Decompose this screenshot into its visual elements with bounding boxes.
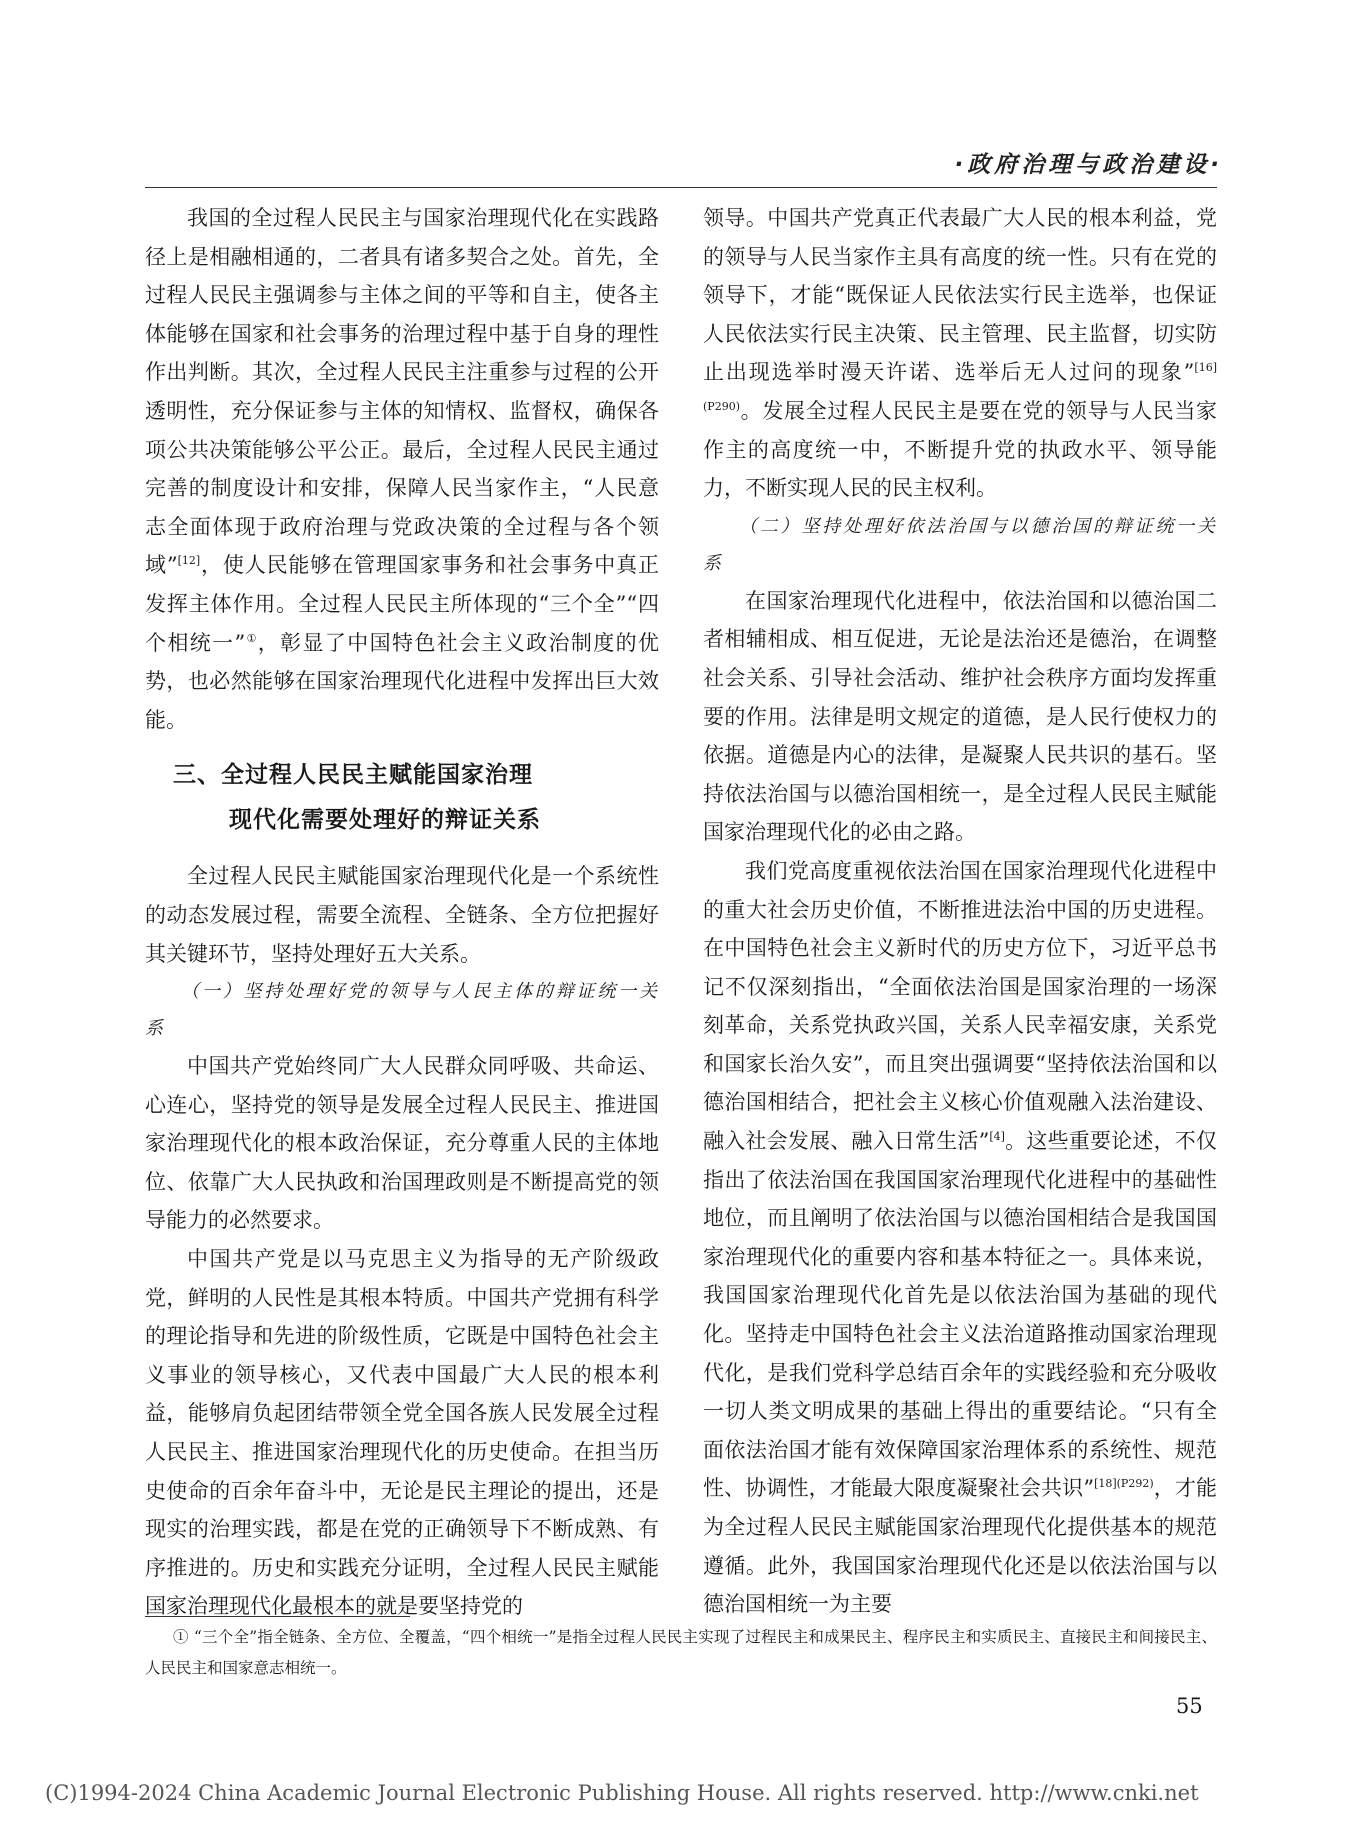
left-column [145, 199, 659, 1626]
section-title: 三、全过程人民民主赋能国家治理 现代化需要处理好的辩证关系 [173, 762, 541, 834]
paragraph: 中国共产党始终同广大人民群众同呼吸、共命运、心连心，坚持党的领导是发展全过程人民民主、推进国家治理现代化的根本政治保证，充分尊重人民的主体地位、依靠广大人民执政和治国理政则是不断提高党的领导能力的必然要求。 [145, 1054, 659, 1233]
subheading: （一）坚持处理好党的领导与人民主体的辩证统一关系 [145, 981, 659, 1040]
footnote: ① “三个全”指全链条、全方位、全覆盖，“四个相统一”是指全过程人民民主实现了过程民主和成果民主、程序民主和实质民主、直接民主和间接民主、人民民主和国家意志相统一。 [145, 1628, 1217, 1677]
right-column [703, 199, 1217, 1624]
copyright-notice: (C)1994-2024 China Academic Journal Electronic Publishing House. All rights reserved. http://www.cnki.net [45, 1781, 1199, 1805]
paragraph: 我们党高度重视依法治国在国家治理现代化进程中的重大社会历史价值，不断推进法治中国的历史进程。在中国特色社会主义新时代的历史方位下，习近平总书记不仅深刻指出，“全面依法治国是国家治理的一场深刻革命，关系党执政兴国，关系人民幸福安康，关系党和国家长治久安”，而且突出强调要“坚持依法治国和以德治国相结合，把社会主义核心价值观融入法治建设、融入社会发展、融入日常生活”[4]。这些重要论述，不仅指出了依法治国在我国国家治理现代化进程中的基础性地位，而且阐明了依法治国与以德治国相结合是我国国家治理现代化的重要内容和基本特征之一。具体来说，我国国家治理现代化首先是以依法治国为基础的现代化。坚持走中国特色社会主义法治道路推动国家治理现代化，是我们党科学总结百余年的实践经验和充分吸收一切人类文明成果的基础上得出的重要结论。“只有全面依法治国才能有效保障国家治理体系的系统性、规范性、协调性，才能最大限度凝聚社会共识”$^{[18](P292)}$，才能为全过程人民民主赋能国家治理现代化提供基本的规范遵循。此外，我国国家治理现代化还是以依法治国与以德治国相统一为主要 [703, 858, 1218, 1617]
paragraph: 中国共产党是以马克思主义为指导的无产阶级政党，鲜明的人民性是其根本特质。中国共产党拥有科学的理论指导和先进的阶级性质，它既是中国特色社会主义事业的领导核心，又代表中国最广大人民的根本利益，能够肩负起团结带领全党全国各族人民发展全过程人民民主、推进国家治理现代化的历史使命。在担当历史使命的百余年奋斗中，无论是民主理论的提出，还是现实的治理实践，都是在党的正确领导下不断成熟、有序推进的。历史和实践充分证明，全过程人民民主赋能国家治理现代化最根本的就是要坚持党的 [145, 1247, 659, 1619]
paragraph: 全过程人民民主赋能国家治理现代化是一个系统性的动态发展过程，需要全流程、全链条、全方位把握好其关键环节，坚持处理好五大关系。 [145, 864, 659, 966]
footnote-mark: ① [245, 631, 258, 645]
citation: [18](P292) [1094, 1477, 1154, 1491]
paragraph: 领导。中国共产党真正代表最广大人民的根本利益，党的领导与人民当家作主具有高度的统一性。只有在党的领导下，才能“既保证人民依法实行民主选举，也保证人民依法实行民主决策、民主管理、民主监督，切实防止出现选举时漫天许诺、选举后无人过问的现象”$^{[16](P290)}$。发展全过程人民民主是要在党的领导与人民当家作主的高度统一中，不断提升党的执政水平、领导能力，不断实现人民的民主权利。 [703, 206, 1217, 501]
page-number: 55 [1176, 1694, 1203, 1718]
citation: [12] [177, 554, 201, 568]
subheading: （二）坚持处理好依法治国与以德治国的辩证统一关系 [703, 515, 1217, 574]
running-header: ·政府治理与政治建设· [954, 152, 1223, 178]
citation: [4] [989, 1130, 1005, 1144]
footnote-rule [145, 1616, 410, 1617]
paragraph: 在国家治理现代化进程中，依法治国和以德治国二者相辅相成、相互促进，无论是法治还是德治，在调整社会关系、引导社会活动、维护社会秩序方面均发挥重要的作用。法律是明文规定的道德，是人民行使权力的依据。道德是内心的法律，是凝聚人民共识的基石。坚持依法治国与以德治国相统一，是全过程人民民主赋能国家治理现代化的必由之路。 [703, 588, 1217, 845]
paragraph: 我国的全过程人民民主与国家治理现代化在实践路径上是相融相通的，二者具有诸多契合之处。首先，全过程人民民主强调参与主体之间的平等和自主，使各主体能够在国家和社会事务的治理过程中基于自身的理性作出判断。其次，全过程人民民主注重参与过程的公开透明性，充分保证参与主体的知情权、监督权，确保各项公共决策能够公平公正。最后，全过程人民民主通过完善的制度设计和安排，保障人民当家作主，“人民意志全面体现于政府治理与党政决策的全过程与各个领域”[12]，使人民能够在管理国家事务和社会事务中真正发挥主体作用。全过程人民民主所体现的“三个全”“四个相统一”①，彰显了中国特色社会主义政治制度的优势，也必然能够在国家治理现代化进程中发挥出巨大效能。 [145, 206, 659, 732]
citation: [16](P290) [703, 361, 1217, 413]
header-rule [145, 187, 1217, 188]
